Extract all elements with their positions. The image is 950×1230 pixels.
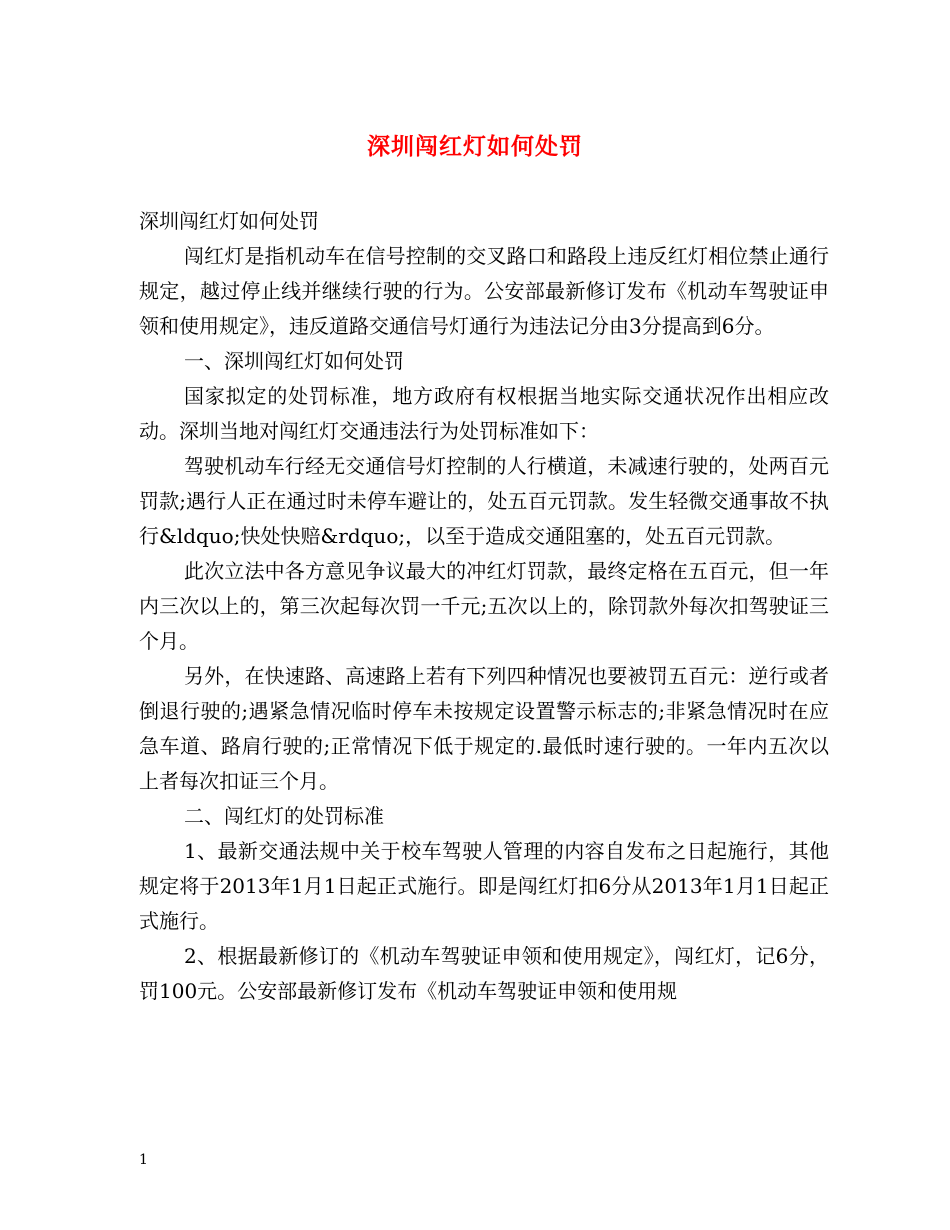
section-heading: 一、深圳闯红灯如何处罚 bbox=[184, 349, 404, 373]
paragraph: 驾驶机动车行经无交通信号灯控制的人行横道，未减速行驶的，处两百元罚款;遇行人正在通过时未停车避让的，处五百元罚款。发生轻微交通事故不执行&ldquo;快处快赔&rdquo;，以至于造成交通阻塞的，处五百元罚款。 bbox=[139, 454, 829, 548]
page-number: 1 bbox=[139, 1152, 148, 1168]
paragraph: 另外，在快速路、高速路上若有下列四种情况也要被罚五百元：逆行或者倒退行驶的;遇紧急情况临时停车未按规定设置警示标志的;非紧急情况时在应急车道、路肩行驶的;正常情况下低于规定的.最低时速行驶的。一年内五次以上者每次扣证三个月。 bbox=[139, 664, 829, 793]
section-heading: 二、闯红灯的处罚标准 bbox=[184, 804, 384, 828]
paragraph: 闯红灯是指机动车在信号控制的交叉路口和路段上违反红灯相位禁止通行规定，越过停止线并继续行驶的行为。公安部最新修订发布《机动车驾驶证申领和使用规定》，违反道路交通信号灯通行为违法记分由3分提高到6分。 bbox=[139, 244, 829, 338]
paragraph: 2、根据最新修订的《机动车驾驶证申领和使用规定》，闯红灯，记6分，罚100元。公安部最新修订发布《机动车驾驶证申领和使用规 bbox=[139, 944, 829, 1003]
paragraph-heading: 深圳闯红灯如何处罚 bbox=[139, 209, 319, 233]
paragraph: 1、最新交通法规中关于校车驾驶人管理的内容自发布之日起施行，其他规定将于2013年1月1日起正式施行。即是闯红灯扣6分从2013年1月1日起正式施行。 bbox=[139, 839, 829, 933]
paragraph: 国家拟定的处罚标准，地方政府有权根据当地实际交通状况作出相应改动。深圳当地对闯红灯交通违法行为处罚标准如下： bbox=[139, 384, 829, 443]
paragraph: 此次立法中各方意见争议最大的冲红灯罚款，最终定格在五百元，但一年内三次以上的，第三次起每次罚一千元;五次以上的，除罚款外每次扣驾驶证三个月。 bbox=[139, 559, 829, 653]
document-body bbox=[139, 204, 829, 1009]
document-title: 深圳闯红灯如何处罚 bbox=[367, 133, 583, 160]
